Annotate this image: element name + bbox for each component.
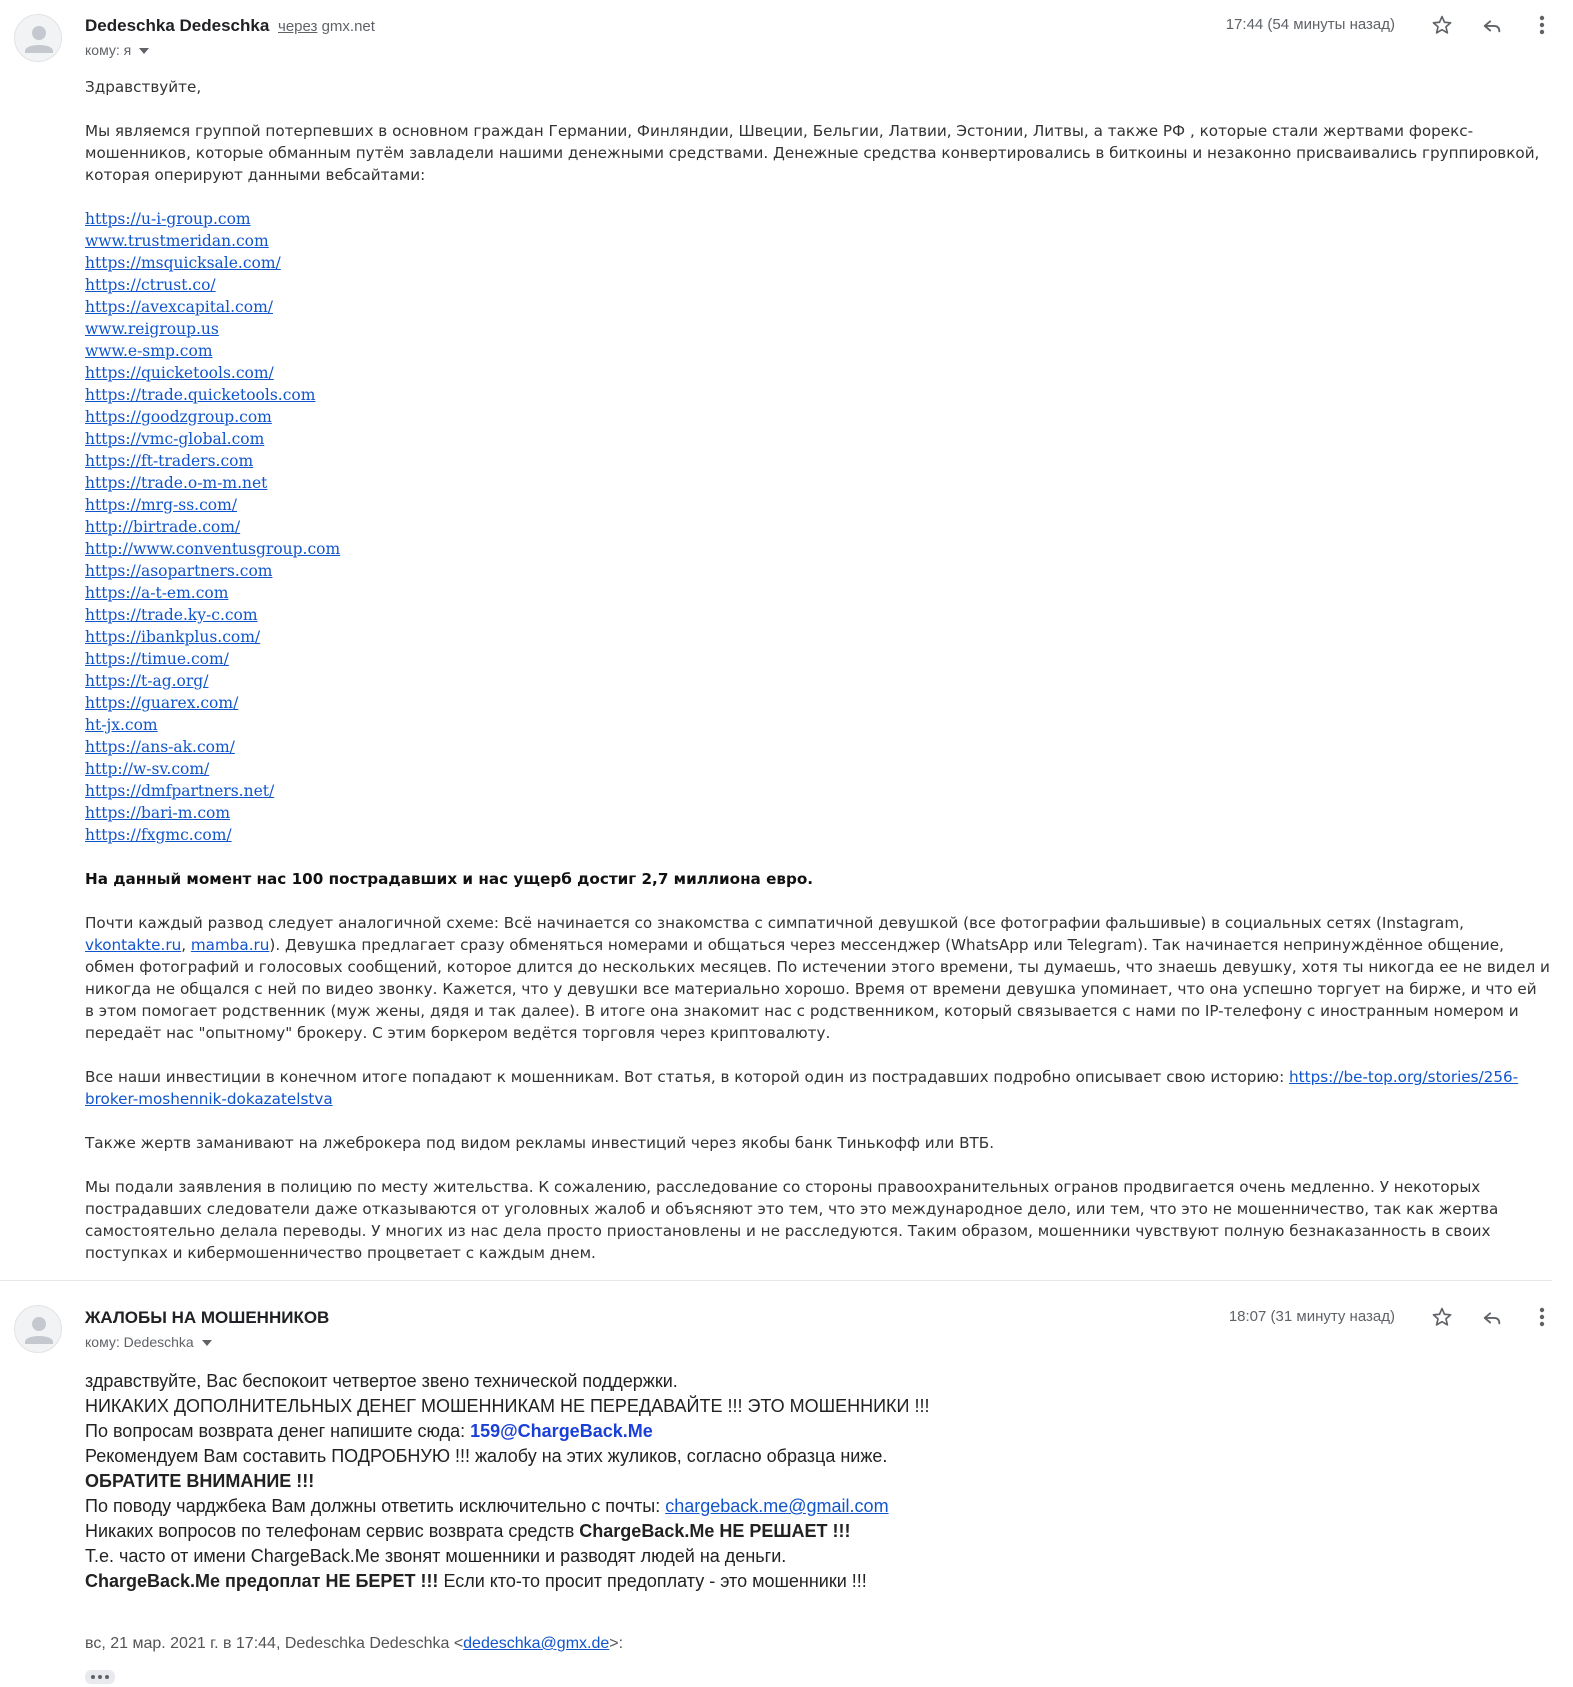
chargeback-email-link[interactable]: chargeback.me@gmail.com [665, 1496, 889, 1516]
scam-link[interactable]: https://a-t-em.com [85, 584, 229, 602]
scam-link[interactable]: https://vmc-global.com [85, 430, 265, 448]
scam-link[interactable]: https://ibankplus.com/ [85, 628, 261, 646]
scam-link[interactable]: https://trade.quicketools.com [85, 386, 316, 404]
body-line-calls: Т.е. часто от имени ChargeBack.Me звонят мошенники и разводят людей на деньги. [85, 1546, 787, 1566]
article-link[interactable]: https://be-top.org/stories/256-broker-moshennik-dokazatelstva [85, 1068, 1519, 1108]
more-options-button[interactable] [1527, 10, 1557, 40]
more-vert-icon [1539, 1306, 1545, 1328]
link-mamba[interactable]: mamba.ru [190, 936, 270, 954]
star-button[interactable] [1427, 1302, 1457, 1332]
scam-link[interactable]: http://w-sv.com/ [85, 760, 210, 778]
message-time: 17:44 (54 минуты назад) [1225, 16, 1395, 33]
message-body [85, 1369, 1550, 1594]
recipient-line[interactable] [85, 42, 149, 58]
body-line-attention: ОБРАТИТЕ ВНИМАНИЕ !!! [85, 1471, 315, 1491]
prepay-bold: ChargeBack.Me предоплат НЕ БЕРЕТ !!! [85, 1571, 439, 1591]
quote-text: вс, 21 мар. 2021 г. в 17:44, Dedeschka Dedeschka < [85, 1635, 464, 1652]
scam-link[interactable]: www.reigroup.us [85, 320, 219, 338]
reply-button[interactable] [1477, 1302, 1507, 1332]
police-paragraph: Мы подали заявления в полицию по месту жительства. К сожалению, расследование со стороны правоохранительных огранов продвигается очень медленно. У некоторых пострадавших следователи даже отказываются от уголовных жалоб и объясняют это тем, что это международное дело, или тем, что это не мошенничество, так как жертва самостоятельно делала переводы. У многих из нас дела просто приостановлены и не расследуются. Таким образом, мошенники чувствуют полную безнаказанность в своих поступках и кибермошенничество процветает с каждым днем. [85, 1178, 1499, 1262]
star-button[interactable] [1427, 10, 1457, 40]
phone-text-bold: ChargeBack.Me НЕ РЕШАЕТ !!! [579, 1521, 851, 1541]
quote-header [85, 1635, 623, 1653]
body-line-contact [85, 1419, 1550, 1444]
dropdown-caret-icon[interactable] [139, 48, 149, 54]
reply-icon [1481, 14, 1503, 36]
ellipsis-icon [91, 1675, 95, 1679]
scheme-separator: , [181, 936, 191, 954]
scam-link[interactable]: https://asopartners.com [85, 562, 273, 580]
quote-email-link[interactable]: dedeschka@gmx.de [463, 1635, 610, 1652]
scam-link[interactable]: www.e-smp.com [85, 342, 213, 360]
reply-icon [1481, 1306, 1503, 1328]
scam-link[interactable]: https://timue.com/ [85, 650, 229, 668]
link-vkontakte[interactable]: vkontakte.ru [85, 936, 182, 954]
via-label[interactable]: через [278, 18, 318, 35]
scam-link[interactable]: http://www.conventusgroup.com [85, 540, 341, 558]
sender-avatar[interactable] [14, 1305, 62, 1353]
recipient-line[interactable] [85, 1334, 212, 1350]
more-options-button[interactable] [1527, 1302, 1557, 1332]
via-domain: gmx.net [321, 18, 375, 35]
via-info [278, 18, 375, 35]
sender-name[interactable]: Dedeschka Dedeschka [85, 16, 270, 35]
lure-paragraph: Также жертв заманивают на лжеброкера под видом рекламы инвестиций через якобы банк Тинькофф или ВТБ. [85, 1134, 995, 1152]
scheme-text-end: ). Девушка предлагает сразу обменяться номерами и общаться через мессенджер (WhatsApp или Telegram). Так начинается непринуждённое общение, обмен фотографий и голосовых сообщений, которое длится до нескольких месяцев. По истечении этого времени, ты думаешь, что знаешь девушку, хотя ты никогда ее не видел и никогда не общался с ней по видео звонку. Кажется, что у девушки все материально хорошо. Время от времени девушка упоминает, что она успешно торгует на бирже, и что ей в этом помогает родственник (муж жены, дядя и так далее). В итоге она знакомит нас с родственником, который связывается с нами по IP-телефону с иностранным номером и передаёт нас "опытному" брокеру. С этим боркером ведётся торговля через криптовалюту. [85, 936, 1550, 1042]
scam-link[interactable]: https://ft-traders.com [85, 452, 254, 470]
scam-link[interactable]: https://fxgmc.com/ [85, 826, 232, 844]
sender-avatar[interactable] [14, 14, 62, 62]
scam-link[interactable]: http://birtrade.com/ [85, 518, 241, 536]
show-trimmed-content-button[interactable] [85, 1670, 115, 1684]
scam-link[interactable]: https://trade.ky-c.com [85, 606, 258, 624]
scam-link[interactable]: https://u-i-group.com [85, 210, 251, 228]
article-paragraph [85, 1066, 1550, 1110]
prepay-text: Если кто-то просит предоплату - это мошенники !!! [438, 1571, 867, 1591]
person-icon [15, 1306, 62, 1353]
message-time: 18:07 (31 минуту назад) [1228, 1308, 1395, 1325]
contact-address: 159@ChargeBack.Me [470, 1421, 653, 1441]
scam-link[interactable]: https://ans-ak.com/ [85, 738, 235, 756]
reply-button[interactable] [1477, 10, 1507, 40]
more-vert-icon [1539, 14, 1545, 36]
sender-name[interactable]: ЖАЛОБЫ НА МОШЕННИКОВ [85, 1308, 330, 1327]
scheme-paragraph [85, 912, 1550, 1044]
sender-line [85, 1308, 329, 1328]
scam-link[interactable]: https://mrg-ss.com/ [85, 496, 238, 514]
phone-text: Никаких вопросов по телефонам сервис возврата средств [85, 1521, 580, 1541]
scheme-text-start: Почти каждый развод следует аналогичной схеме: Всё начинается со знакомства с симпатичной девушкой (все фотографии фальшивые) в социальных сетях (Instagram, [85, 914, 1464, 932]
body-line-prepay [85, 1569, 1550, 1594]
intro-paragraph: Мы являемся группой потерпевших в основном граждан Германии, Финляндии, Швеции, Бельгии, Латвии, Эстонии, Литвы, а также РФ , которые стали жертвами форекс-мошенников, которые обманным путём завладели нашими денежными средствами. Денежные средства конвертировались в биткоины и незаконно присваивались группировкой, которая оперируют данными вебсайтами: [85, 122, 1540, 184]
contact-text: По вопросам возврата денег напишите сюда: [85, 1421, 471, 1441]
scam-link[interactable]: https://msquicksale.com/ [85, 254, 281, 272]
scam-link[interactable]: https://bari-m.com [85, 804, 231, 822]
ellipsis-icon [105, 1675, 109, 1679]
message-body [85, 76, 1550, 1286]
body-line-greeting: здравствуйте, Вас беспокоит четвертое звено технической поддержки. [85, 1371, 678, 1391]
body-line-recommendation: Рекомендуем Вам составить ПОДРОБНУЮ !!! жалобу на этих жуликов, согласно образца ниже. [85, 1446, 888, 1466]
star-icon [1431, 1306, 1453, 1328]
email-text: По поводу чарджбека Вам должны ответить исключительно с почты: [85, 1496, 666, 1516]
scam-links-list [85, 208, 1550, 846]
scam-link[interactable]: https://t-ag.org/ [85, 672, 209, 690]
recipient-text: кому: Dedeschka [85, 1334, 194, 1350]
scam-link[interactable]: https://ctrust.co/ [85, 276, 216, 294]
scam-link[interactable]: https://goodzgroup.com [85, 408, 272, 426]
body-line-warning: НИКАКИХ ДОПОЛНИТЕЛЬНЫХ ДЕНЕГ МОШЕННИКАМ НЕ ПЕРЕДАВАЙТЕ !!! ЭТО МОШЕННИКИ !!! [85, 1396, 930, 1416]
message-divider [0, 1280, 1552, 1281]
body-line-phone [85, 1519, 1550, 1544]
scam-link[interactable]: https://avexcapital.com/ [85, 298, 273, 316]
scam-link[interactable]: https://trade.o-m-m.net [85, 474, 268, 492]
scam-link[interactable]: https://guarex.com/ [85, 694, 239, 712]
recipient-text: кому: я [85, 42, 132, 58]
star-icon [1431, 14, 1453, 36]
ellipsis-icon [98, 1675, 102, 1679]
damage-statement: На данный момент нас 100 пострадавших и нас ущерб достиг 2,7 миллиона евро. [85, 870, 814, 888]
scam-link[interactable]: www.trustmeridan.com [85, 232, 269, 250]
sender-line [85, 16, 375, 36]
person-icon [15, 15, 62, 62]
article-text: Все наши инвестиции в конечном итоге попадают к мошенникам. Вот статья, в которой один из пострадавших подробно описывает свою историю: [85, 1068, 1290, 1086]
scam-link[interactable]: ht-jx.com [85, 716, 158, 734]
scam-link[interactable]: https://dmfpartners.net/ [85, 782, 275, 800]
scam-link[interactable]: https://quicketools.com/ [85, 364, 274, 382]
greeting: Здравствуйте, [85, 78, 202, 96]
dropdown-caret-icon[interactable] [202, 1340, 212, 1346]
body-line-email [85, 1494, 1550, 1519]
quote-end: >: [609, 1635, 624, 1652]
